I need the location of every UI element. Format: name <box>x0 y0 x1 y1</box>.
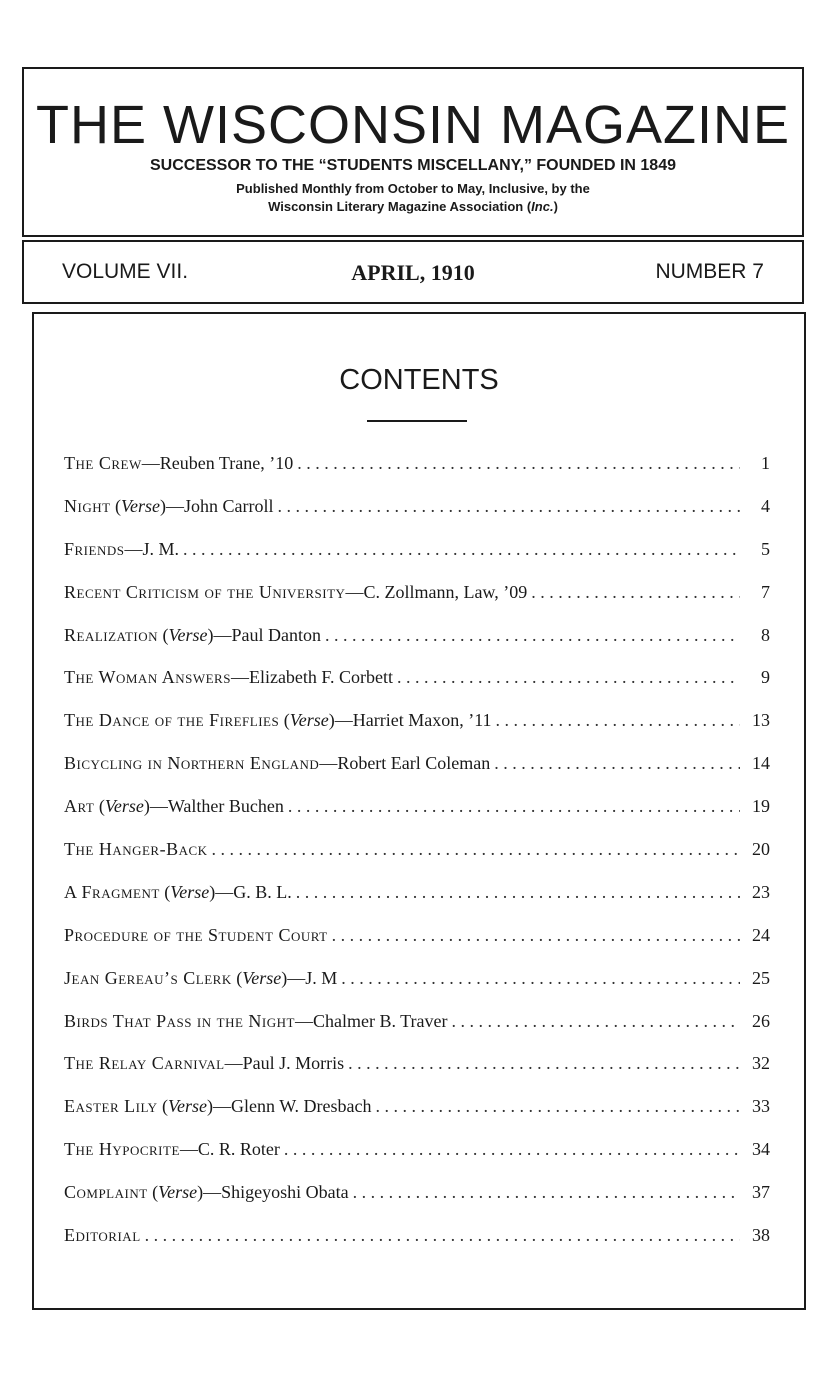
toc-page-number: 19 <box>752 796 770 817</box>
toc-author: —Reuben Trane, ’10 <box>141 453 294 473</box>
issue-number: NUMBER 7 <box>655 260 764 283</box>
toc-verse-label: Verse <box>158 1182 198 1203</box>
toc-leader-dots <box>496 710 740 731</box>
toc-verse-label: Verse <box>168 624 208 645</box>
contents-box <box>32 312 806 1310</box>
toc-entry <box>64 710 770 753</box>
toc-author: —Harriet Maxon, ’11 <box>334 710 492 731</box>
toc-leader-dots <box>531 582 740 603</box>
toc-entry <box>64 453 770 496</box>
toc-author: —Walther Buchen <box>149 796 284 817</box>
toc-entry <box>64 1096 770 1139</box>
publication-info <box>24 180 802 216</box>
publication-line-2 <box>24 198 802 216</box>
toc-entry <box>64 796 770 839</box>
toc-article-title: Jean Gereau’s Clerk <box>64 967 232 988</box>
publication-inc: Inc. <box>531 199 554 214</box>
toc-leader-dots <box>183 539 740 560</box>
toc-author: —C. R. Roter <box>179 1139 280 1160</box>
toc-article-title: A Fragment <box>64 881 160 902</box>
toc-article-title: Art <box>64 796 95 817</box>
toc-entry <box>64 1182 770 1225</box>
toc-author: —Paul Danton <box>213 624 322 645</box>
toc-leader-dots <box>353 1182 740 1203</box>
toc-author: —J. M. <box>124 538 179 559</box>
toc-article-title: The Hypocrite <box>64 1139 180 1160</box>
toc-entry <box>64 539 770 582</box>
toc-article-title: Night <box>64 495 111 516</box>
table-of-contents <box>64 453 770 1268</box>
toc-article-title: Easter Lily <box>64 1096 158 1117</box>
toc-verse-label: Verse <box>242 967 282 988</box>
toc-entry-title: Complaint (Verse)—Shigeyoshi Obata <box>64 1182 349 1203</box>
toc-page-number: 32 <box>752 1053 770 1074</box>
toc-article-title: Complaint <box>64 1182 148 1203</box>
contents-heading: CONTENTS <box>339 364 499 396</box>
toc-page-number: 23 <box>752 881 770 902</box>
toc-page-number: 13 <box>752 710 770 731</box>
toc-verse-label: Verse <box>121 495 161 516</box>
toc-page-number: 25 <box>752 967 770 988</box>
toc-entry <box>64 496 770 539</box>
toc-entry-title <box>64 582 527 603</box>
toc-author: —C. Zollmann, Law, ’09 <box>345 581 528 602</box>
toc-leader-dots <box>278 496 740 517</box>
toc-verse-label: Verse <box>170 881 210 902</box>
toc-entry <box>64 1011 770 1054</box>
toc-page-number: 7 <box>761 581 770 602</box>
toc-article-title: Bicycling in Northern England <box>64 753 320 774</box>
toc-author: —John Carroll <box>166 495 274 516</box>
toc-article-title: The Relay Carnival <box>64 1053 225 1074</box>
toc-verse-label: Verse <box>289 710 329 731</box>
toc-entry-title <box>64 839 208 860</box>
toc-entry-title <box>64 753 490 774</box>
toc-page-number: 14 <box>752 753 770 774</box>
toc-entry-title: Easter Lily (Verse)—Glenn W. Dresbach <box>64 1096 372 1117</box>
toc-page-number: 34 <box>752 1139 770 1160</box>
toc-leader-dots <box>341 968 740 989</box>
toc-article-title: The Dance of the Fireflies <box>64 710 280 731</box>
toc-entry <box>64 625 770 668</box>
toc-entry-title <box>64 1225 141 1246</box>
toc-author: —Glenn W. Dresbach <box>213 1096 372 1117</box>
toc-author: —J. M <box>287 967 338 988</box>
toc-page-number: 9 <box>761 667 770 688</box>
publication-line-2-close: ) <box>553 199 558 214</box>
toc-article-title: The Crew <box>64 453 142 473</box>
toc-article-title: Editorial <box>64 1225 141 1246</box>
toc-entry <box>64 1053 770 1096</box>
toc-leader-dots <box>332 925 740 946</box>
toc-article-title: Procedure of the Student Court <box>64 924 328 945</box>
toc-verse-label: Verse <box>168 1096 208 1117</box>
toc-entry-title: Realization (Verse)—Paul Danton <box>64 624 322 645</box>
toc-entry-title <box>64 925 328 946</box>
toc-page-number: 26 <box>752 1010 770 1031</box>
publication-line-1: Published Monthly from October to May, Inclusive, by the <box>236 181 590 196</box>
magazine-subtitle: SUCCESSOR TO THE “STUDENTS MISCELLANY,” FOUNDED IN 1849 <box>150 157 676 174</box>
toc-article-title: Realization <box>64 624 159 645</box>
toc-page-number: 24 <box>752 924 770 945</box>
toc-entry-title: Art (Verse)—Walther Buchen <box>64 796 284 817</box>
toc-verse-label: Verse <box>104 796 144 817</box>
heading-divider <box>367 420 467 422</box>
toc-entry-title <box>64 453 293 474</box>
issue-bar <box>22 240 804 304</box>
toc-article-title: Recent Criticism of the University <box>64 581 346 602</box>
issue-date: APRIL, 1910 <box>351 260 475 285</box>
masthead <box>22 67 804 237</box>
toc-leader-dots <box>376 1096 741 1117</box>
toc-entry-title <box>64 1011 447 1032</box>
toc-leader-dots <box>296 882 740 903</box>
toc-entry <box>64 753 770 796</box>
toc-page-number: 8 <box>761 624 770 645</box>
toc-author: —G. B. L. <box>215 881 292 902</box>
magazine-title: THE WISCONSIN MAGAZINE <box>35 95 791 155</box>
toc-page-number: 20 <box>752 839 770 860</box>
volume-label: VOLUME VII. <box>62 260 189 283</box>
toc-leader-dots <box>397 667 740 688</box>
toc-article-title: Friends <box>64 538 125 559</box>
toc-author: —Chalmer B. Traver <box>294 1010 448 1031</box>
toc-article-title: Birds That Pass in the Night <box>64 1010 295 1031</box>
toc-article-title: The Woman Answers <box>64 667 231 688</box>
toc-entry <box>64 1139 770 1182</box>
toc-leader-dots <box>451 1011 740 1032</box>
toc-author: —Paul J. Morris <box>224 1053 345 1074</box>
toc-entry <box>64 968 770 1011</box>
toc-leader-dots <box>348 1053 740 1074</box>
toc-entry-title: The Dance of the Fireflies (Verse)—Harriet Maxon, ’11 <box>64 710 492 731</box>
toc-entry <box>64 1225 770 1268</box>
toc-entry <box>64 582 770 625</box>
toc-leader-dots <box>494 753 740 774</box>
toc-page-number: 37 <box>752 1182 770 1203</box>
toc-entry-title: Jean Gereau’s Clerk (Verse)—J. M <box>64 967 338 988</box>
toc-entry <box>64 667 770 710</box>
toc-author: —Elizabeth F. Corbett <box>230 667 393 688</box>
toc-entry-title <box>64 1053 344 1074</box>
toc-leader-dots <box>288 796 740 817</box>
toc-leader-dots <box>325 625 740 646</box>
toc-entry-title <box>64 539 179 560</box>
toc-entry <box>64 839 770 882</box>
toc-entry <box>64 882 770 925</box>
publication-line-2-text: Wisconsin Literary Magazine Association ( <box>268 199 532 214</box>
toc-leader-dots <box>297 453 740 474</box>
toc-author: —Shigeyoshi Obata <box>203 1182 349 1203</box>
toc-leader-dots <box>145 1225 740 1246</box>
toc-page-number: 4 <box>761 495 770 516</box>
toc-entry-title <box>64 667 393 688</box>
toc-author: —Robert Earl Coleman <box>319 753 491 774</box>
toc-entry-title: A Fragment (Verse)—G. B. L. <box>64 881 292 902</box>
toc-leader-dots <box>212 839 740 860</box>
toc-leader-dots <box>284 1139 740 1160</box>
toc-entry-title <box>64 1139 280 1160</box>
toc-page-number: 1 <box>761 453 770 473</box>
toc-article-title: The Hanger-Back <box>64 839 208 860</box>
toc-entry-title: Night (Verse)—John Carroll <box>64 495 274 516</box>
toc-page-number: 5 <box>761 538 770 559</box>
toc-page-number: 33 <box>752 1096 770 1117</box>
toc-page-number: 38 <box>752 1225 770 1246</box>
toc-entry <box>64 925 770 968</box>
